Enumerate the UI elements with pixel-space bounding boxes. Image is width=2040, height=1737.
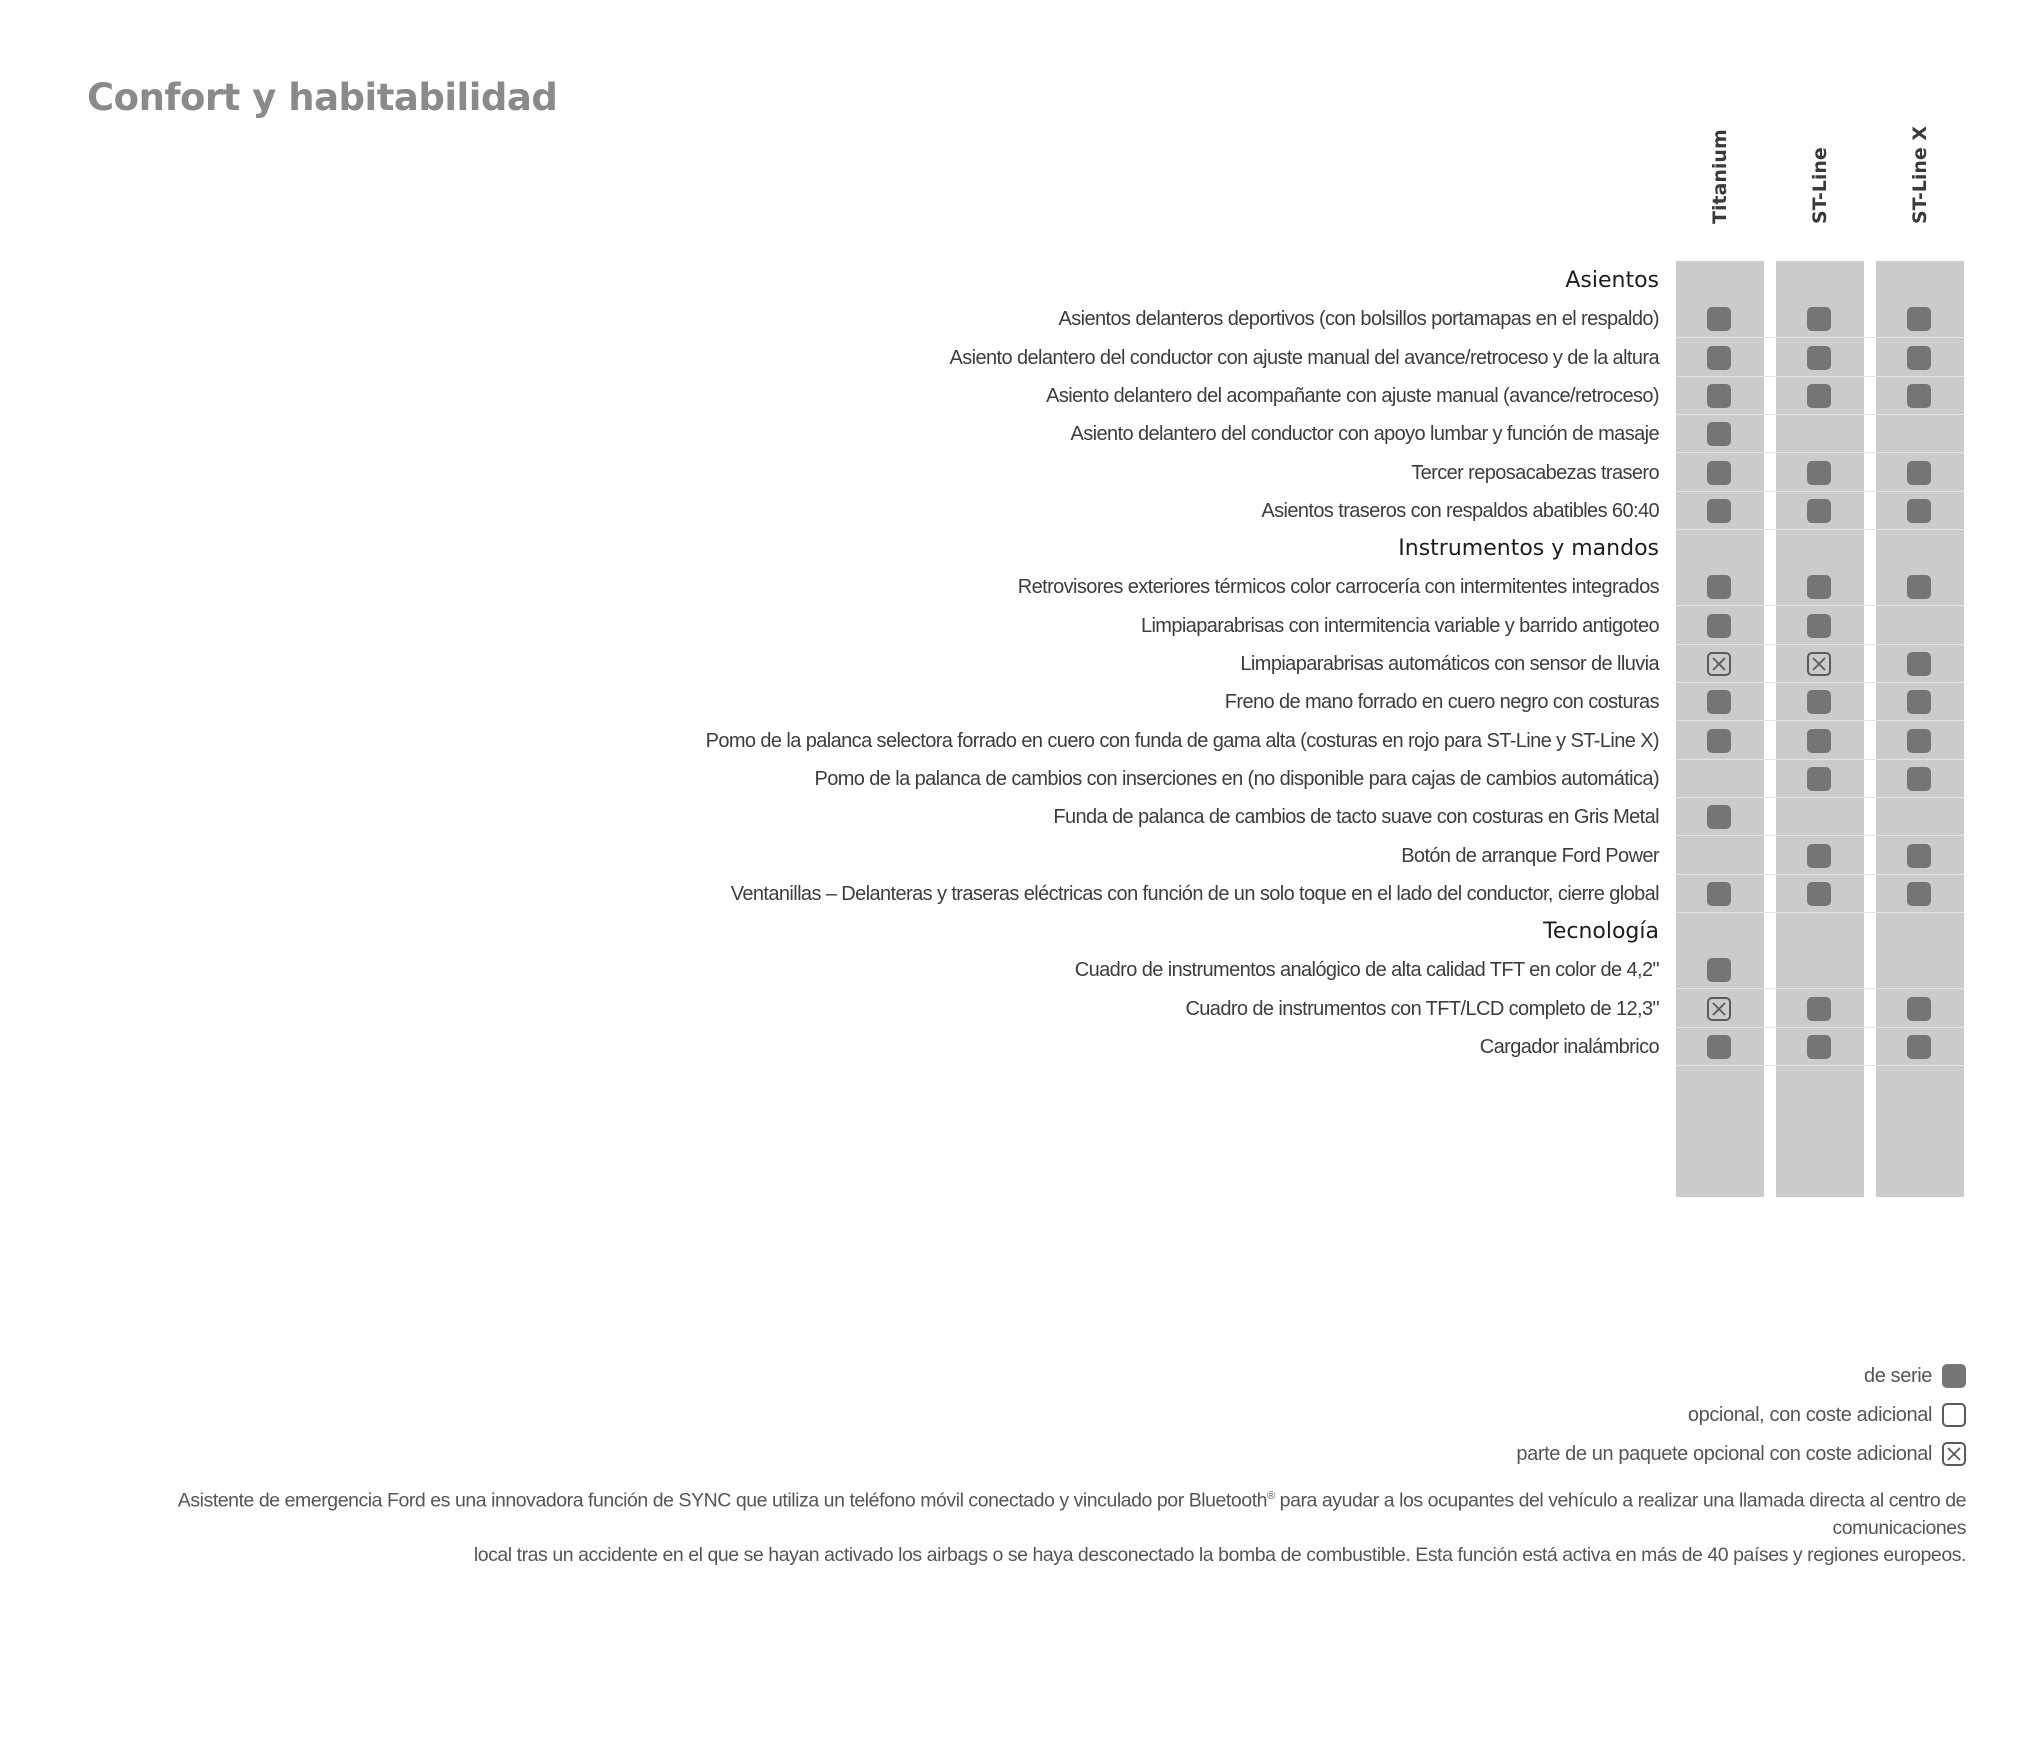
footnote-line1-start: Asistente de emergencia Ford es una innovadora función de SYNC que utiliza un teléfono móvil conectado y vinculado por Bluetooth [177, 1489, 1268, 1512]
feature-label: Tercer reposacabezas trasero [1411, 461, 1659, 484]
table-row [0, 607, 1965, 645]
standard-mark-icon [1807, 729, 1831, 753]
table-row [0, 339, 1965, 377]
legend-package-label: parte de un paquete opcional con coste adicional [1516, 1442, 1932, 1465]
feature-label: Funda de palanca de cambios de tacto suave con costuras en Gris Metal [1053, 806, 1659, 829]
package-mark-icon [1807, 652, 1831, 676]
standard-mark-icon [1807, 384, 1831, 408]
standard-mark-icon [1707, 958, 1731, 982]
section-heading-row [0, 262, 1965, 300]
standard-mark-icon [1907, 346, 1931, 370]
standard-mark-icon [1807, 882, 1831, 906]
legend-standard-label: de serie [1864, 1364, 1932, 1387]
table-row [0, 837, 1965, 875]
standard-mark-icon [1707, 461, 1731, 485]
table-row [0, 568, 1965, 606]
optional-mark-icon [1942, 1403, 1966, 1427]
feature-label: Botón de arranque Ford Power [1401, 844, 1659, 867]
feature-label: Asiento delantero del conductor con apoyo lumbar y función de masaje [1070, 423, 1659, 446]
footnote [66, 1483, 1966, 1569]
standard-mark-icon [1907, 499, 1931, 523]
column-header-label: Titanium [1709, 129, 1731, 224]
legend-package [1516, 1439, 1966, 1469]
feature-label: Cargador inalámbrico [1479, 1036, 1659, 1058]
table-row [0, 875, 1965, 913]
legend-standard [1864, 1361, 1966, 1391]
footnote-line2: local tras un accidente en el que se hayan activado los airbags o se haya desconectado la bomba de combustible. Esta función está activa en más de 40 países y regiones europeos. [473, 1543, 1966, 1566]
column-header-label: ST-Line X [1909, 125, 1931, 224]
package-mark-icon [1942, 1442, 1966, 1466]
standard-mark-icon [1807, 1035, 1831, 1059]
table-row [0, 300, 1965, 338]
section-heading: Instrumentos y mandos [1398, 536, 1659, 562]
standard-mark-icon [1807, 346, 1831, 370]
standard-mark-icon [1907, 575, 1931, 599]
table-row [0, 683, 1965, 721]
table-row [0, 1028, 1965, 1066]
table-row [0, 492, 1965, 530]
section-heading: Asientos [1565, 268, 1659, 293]
feature-label: Pomo de la palanca de cambios con inserciones en (no disponible para cajas de cambios automática) [814, 767, 1659, 790]
package-mark-icon [1707, 997, 1731, 1021]
standard-mark-icon [1907, 1035, 1931, 1059]
standard-mark-icon [1907, 690, 1931, 714]
feature-label: Limpiaparabrisas con intermitencia variable y barrido antigoteo [1140, 614, 1659, 637]
package-mark-icon [1707, 652, 1731, 676]
registered-mark: ® [1267, 1490, 1275, 1502]
standard-mark-icon [1707, 729, 1731, 753]
standard-mark-icon [1807, 614, 1831, 638]
feature-label: Asientos delanteros deportivos (con bolsillos portamapas en el respaldo) [1058, 308, 1659, 331]
standard-mark-icon [1807, 307, 1831, 331]
standard-mark-icon [1907, 882, 1931, 906]
standard-mark-icon [1907, 384, 1931, 408]
table-row [0, 951, 1965, 989]
table-row [0, 645, 1965, 683]
standard-mark-icon [1707, 614, 1731, 638]
standard-mark-icon [1807, 575, 1831, 599]
legend-optional [1688, 1400, 1966, 1430]
standard-mark-icon [1707, 307, 1731, 331]
standard-mark-icon [1707, 1035, 1731, 1059]
standard-mark-icon [1707, 346, 1731, 370]
standard-mark-icon [1707, 384, 1731, 408]
standard-mark-icon [1907, 307, 1931, 331]
feature-label: Asientos traseros con respaldos abatibles 60:40 [1261, 499, 1659, 522]
feature-label: Cuadro de instrumentos con TFT/LCD completo de 12,3" [1185, 997, 1659, 1020]
feature-label: Asiento delantero del acompañante con ajuste manual (avance/retroceso) [1046, 384, 1659, 407]
column-header-st-line [1776, 147, 1864, 246]
standard-mark-icon [1707, 422, 1731, 446]
standard-mark-icon [1907, 767, 1931, 791]
feature-label: Limpiaparabrisas automáticos con sensor de lluvia [1240, 653, 1659, 675]
table-row [0, 415, 1965, 453]
standard-mark-icon [1807, 767, 1831, 791]
feature-label: Cuadro de instrumentos analógico de alta calidad TFT en color de 4,2" [1074, 959, 1659, 982]
table-row [0, 454, 1965, 492]
table-row [0, 990, 1965, 1028]
column-header-st-line-x [1876, 125, 1964, 246]
column-header-titanium [1676, 129, 1764, 246]
standard-mark-icon [1807, 690, 1831, 714]
page-title: Confort y habitabilidad [87, 76, 558, 119]
table-row [0, 798, 1965, 836]
feature-label: Pomo de la palanca selectora forrado en cuero con funda de gama alta (costuras en rojo para ST-Line y ST-Line X) [705, 729, 1659, 752]
standard-mark-icon [1907, 844, 1931, 868]
standard-mark-icon [1942, 1364, 1966, 1388]
legend-optional-label: opcional, con coste adicional [1687, 1403, 1932, 1426]
feature-label: Retrovisores exteriores térmicos color carrocería con intermitentes integrados [1017, 576, 1659, 599]
table-row [0, 377, 1965, 415]
standard-mark-icon [1807, 499, 1831, 523]
feature-label: Ventanillas – Delanteras y traseras eléctricas con función de un solo toque en el lado del conductor, cierre global [730, 882, 1659, 905]
standard-mark-icon [1907, 461, 1931, 485]
standard-mark-icon [1807, 997, 1831, 1021]
footnote-line1-end: para ayudar a los ocupantes del vehículo a realizar una llamada directa al centro de comunicaciones [1274, 1489, 1966, 1539]
standard-mark-icon [1907, 729, 1931, 753]
section-heading-row [0, 530, 1965, 568]
standard-mark-icon [1707, 882, 1731, 906]
standard-mark-icon [1907, 997, 1931, 1021]
feature-label: Asiento delantero del conductor con ajuste manual del avance/retroceso y de la altura [949, 346, 1659, 369]
table-row [0, 760, 1965, 798]
section-heading-row [0, 913, 1965, 951]
standard-mark-icon [1807, 461, 1831, 485]
standard-mark-icon [1907, 652, 1931, 676]
section-heading: Tecnología [1543, 919, 1659, 945]
table-row [0, 722, 1965, 760]
standard-mark-icon [1707, 805, 1731, 829]
standard-mark-icon [1707, 575, 1731, 599]
column-header-label: ST-Line [1809, 147, 1831, 224]
standard-mark-icon [1807, 844, 1831, 868]
standard-mark-icon [1707, 690, 1731, 714]
feature-label: Freno de mano forrado en cuero negro con costuras [1224, 691, 1659, 714]
standard-mark-icon [1707, 499, 1731, 523]
